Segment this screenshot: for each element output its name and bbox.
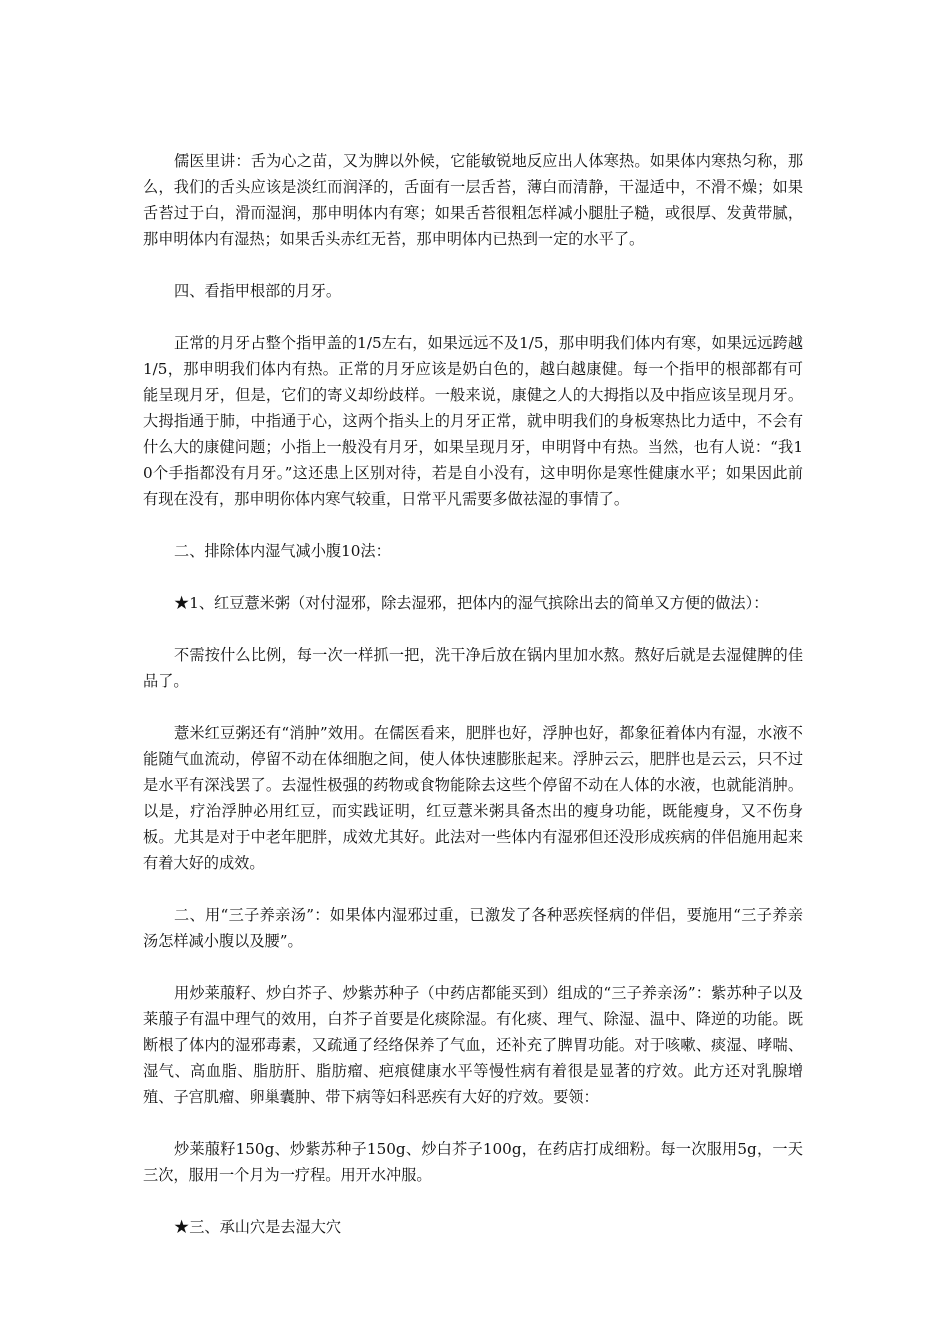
document-body — [143, 148, 803, 1266]
heading-ten-methods: 二、排除体内湿气减小腹10法： — [174, 542, 391, 560]
paragraph-fingernail-moon: 正常的月牙占整个指甲盖的1/5左右，如果远远不及1/5，那申明我们体内有寒，如果远远跨越1/5，那申明我们体内有热。正常的月牙应该是奶白色的，越白越康健。每一个指甲的根部都有可能呈现月牙，但是，它们的寄义却纷歧样。一般来说，康健之人的大拇指以及中指应该呈现月牙。大拇指通于肺，中指通于心，这两个指头上的月牙正常，就申明我们的身板寒热比力适中，不会有什么大的康健问题；小指上一般没有月牙，如果呈现月牙，申明肾中有热。当然，也有人说：“我10个手指都没有月牙。”这还患上区别对待，若是自小没有，这申明你是寒性健康水平；如果因此前有现在没有，那申明你体内寒气较重，日常平凡需要多做祛湿的事情了。 — [143, 334, 803, 508]
heading-three-seeds-soup: 二、用“三子养亲汤”：如果体内湿邪过重，已激发了各种恶疾怪病的伴侣，要施用“三子养亲汤怎样减小腹以及腰”。 — [143, 906, 803, 950]
heading-chengshan-point: ★三、承山穴是去湿大穴 — [174, 1218, 342, 1236]
paragraph-three-seeds-effect: 用炒莱菔籽、炒白芥子、炒紫苏种子（中药店都能买到）组成的“三子养亲汤”：紫苏种子以及莱菔子有温中理气的效用，白芥子首要是化痰除湿。有化痰、理气、除湿、温中、降逆的功能。既断根了体内的湿邪毒素，又疏通了经络保养了气血，还补充了脾胃功能。对于咳嗽、痰湿、哮喘、湿气、高血脂、脂肪肝、脂肪瘤、疤痕健康水平等慢性病有着很是显著的疗效。此方还对乳腺增殖、子宫肌瘤、卵巢囊肿、带下病等妇科恶疾有大好的疗效。要领： — [143, 984, 803, 1106]
paragraph-porridge-effect: 薏米红豆粥还有“消肿”效用。在儒医看来，肥胖也好，浮肿也好，都象征着体内有湿，水液不能随气血流动，停留不动在体细胞之间，使人体快速膨胀起来。浮肿云云，肥胖也是云云，只不过是水平有深浅罢了。去湿性极强的药物或食物能除去这些个停留不动在人体的水液，也就能消肿。以是，疗治浮肿必用红豆，而实践证明，红豆薏米粥具备杰出的瘦身功能，既能瘦身，又不伤身板。尤其是对于中老年肥胖，成效尤其好。此法对一些体内有湿邪但还没形成疾病的伴侣施用起来有着大好的成效。 — [143, 724, 803, 872]
heading-fingernail-moon: 四、看指甲根部的月牙。 — [174, 282, 342, 300]
paragraph-porridge-method: 不需按什么比例，每一次一样抓一把，洗干净后放在锅内里加水熬。熬好后就是去湿健脾的佳品了。 — [143, 646, 803, 690]
paragraph-three-seeds-dosage: 炒莱菔籽150g、炒紫苏种子150g、炒白芥子100g，在药店打成细粉。每一次服用5g，一天三次，服用一个月为一疗程。用开水冲服。 — [143, 1140, 803, 1184]
paragraph-tongue-diagnosis: 儒医里讲：舌为心之苗，又为脾以外候，它能敏锐地反应出人体寒热。如果体内寒热匀称，那么，我们的舌头应该是淡红而润泽的，舌面有一层舌苔，薄白而清静，干湿适中，不滑不燥；如果舌苔过于白，滑而湿润，那申明体内有寒；如果舌苔很粗怎样减小腿肚子糙，或很厚、发黄带腻，那申明体内有湿热；如果舌头赤红无苔，那申明体内已热到一定的水平了。 — [143, 152, 803, 248]
heading-red-bean-porridge: ★1、红豆薏米粥（对付湿邪，除去湿邪，把体内的湿气摈除出去的简单又方便的做法）： — [174, 594, 769, 612]
